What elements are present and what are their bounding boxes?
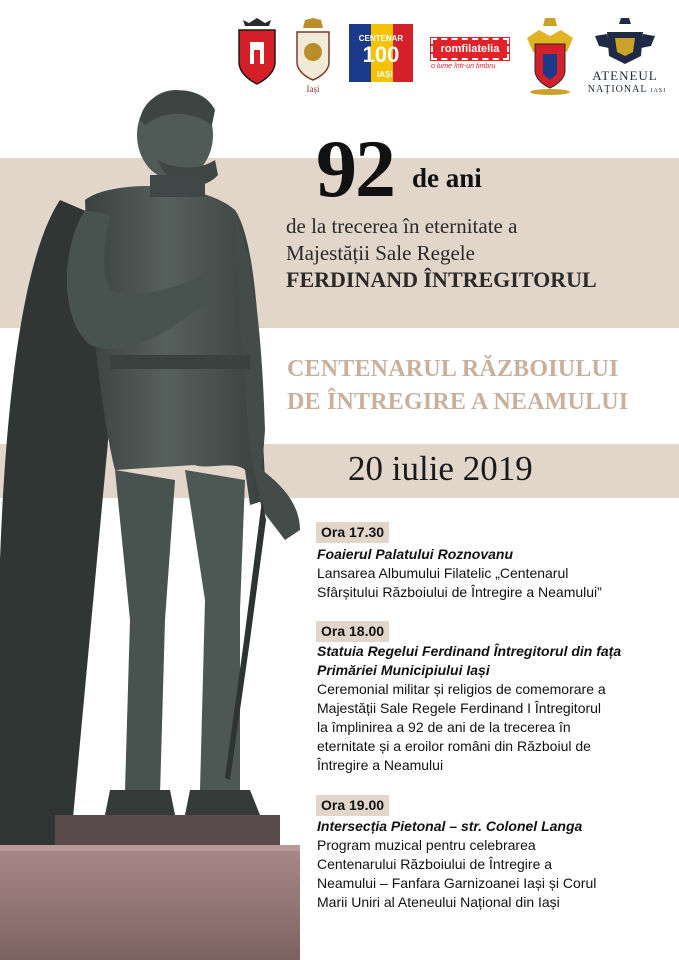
- ateneul-line2: NAȚIONAL: [587, 84, 648, 95]
- event-3-place: Intersecția Pietonal – str. Colonel Langa: [317, 818, 583, 834]
- event-3-time: Ora 19.00: [316, 795, 389, 816]
- centenar-number: 100: [362, 42, 400, 67]
- king-ferdinand-statue-image: [0, 0, 330, 960]
- years-word: de ani: [412, 163, 482, 193]
- centenary-line-1: CENTENARUL RĂZBOIULUI: [287, 356, 619, 382]
- iasi-crest-caption: Iași: [306, 84, 320, 94]
- ateneul-suffix: IAȘI: [650, 88, 667, 94]
- event-2-place: Statuia Regelui Ferdinand Întregitorul din fața Primăriei Municipiului Iași: [317, 643, 622, 678]
- years-number: 92: [316, 123, 394, 214]
- event-1-place: Foaierul Palatului Roznovanu: [317, 546, 514, 562]
- event-3-description: Program muzical pentru celebrarea Centenarului Războiului de Întregire a Neamului – Fanfara Garnizoanei Iași și Corul Marii Uniri al Ateneului Național din Iași: [317, 837, 597, 910]
- centenary-line-2: DE ÎNTREGIRE A NEAMULUI: [287, 389, 629, 415]
- headline-line-3: FERDINAND ÎNTREGITORUL: [286, 267, 597, 292]
- centenar-label: CENTENAR: [358, 34, 404, 43]
- event-1-time: Ora 17.30: [316, 522, 389, 543]
- centenar-city: IAȘI: [377, 70, 393, 79]
- romfilatelia-logo: [431, 38, 517, 78]
- event-1-description: Lansarea Albumului Filatelic „Centenarul Sfârșitului Războiului de Întregire a Neamului”: [317, 565, 602, 600]
- coat-of-arms-iasi-logo: [235, 18, 279, 88]
- event-2-description: Ceremonial militar și religios de comemorare a Majestății Sale Regele Ferdinand I Întregitorul la împlinirea a 92 de ani de la trecerea în eternitate și a eroilor români din Războiul de Întregire a Neamului: [317, 681, 606, 773]
- iasi-royal-crest-logo: [291, 18, 335, 102]
- event-date: 20 iulie 2019: [348, 449, 533, 488]
- ateneul-line1: ATENEUL: [592, 68, 658, 83]
- romfilatelia-wordmark: romfilatelia: [431, 38, 509, 60]
- military-crest-logo: [525, 18, 575, 96]
- ateneul-national-logo: [585, 18, 665, 104]
- partner-logos: [225, 18, 675, 108]
- centenar-100-logo: [349, 18, 413, 88]
- romfilatelia-tagline: o lume într-un timbru: [431, 63, 496, 70]
- event-2-time: Ora 18.00: [316, 621, 389, 642]
- headline-line-2: Majestății Sale Regele: [286, 241, 475, 265]
- headline-line-1: de la trecerea în eternitate a: [286, 214, 518, 238]
